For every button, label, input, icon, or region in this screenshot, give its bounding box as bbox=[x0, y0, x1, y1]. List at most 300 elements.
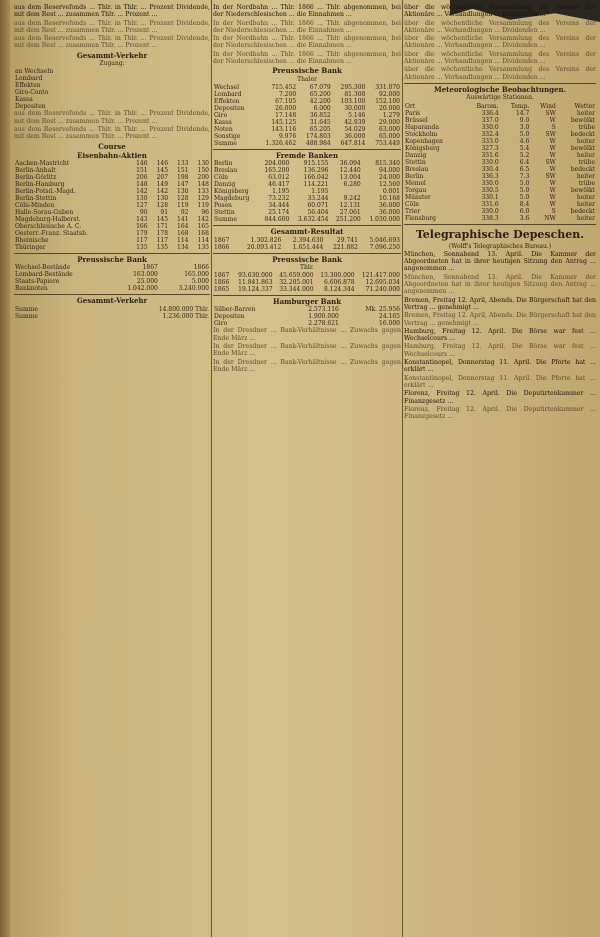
divider bbox=[14, 253, 210, 254]
weather-row bbox=[404, 201, 596, 208]
row-value: bewölkt bbox=[570, 144, 595, 152]
table-row bbox=[213, 84, 401, 91]
row-label: Wechsel-Bestände bbox=[15, 264, 71, 272]
table-row bbox=[213, 140, 401, 147]
row-value: 17.148 bbox=[275, 111, 297, 119]
row-value: 165.000 bbox=[184, 271, 209, 279]
row-label: 1866 bbox=[214, 279, 230, 287]
row-value: bewölkt bbox=[570, 116, 595, 124]
row-value: 206 bbox=[136, 174, 148, 182]
row-value: 6.280 bbox=[343, 181, 361, 189]
row-value: 1.236.000 Thlr. bbox=[162, 312, 209, 320]
row-value: 1.195 bbox=[311, 188, 329, 196]
row-label: Oesterr.-Franz. Staatsb. bbox=[15, 230, 88, 238]
column-middle bbox=[213, 4, 401, 933]
row-value: W bbox=[549, 144, 556, 152]
row-value: 145 bbox=[156, 167, 169, 175]
row-label: Berlin-Hamburg bbox=[15, 181, 65, 189]
intro-paragraph: aus dem Reservefonds ... Thlr. in Thlr. ... Prozent Dividende, mit dem Rest ... zusammen Thlr. ... Prozent ... bbox=[14, 35, 210, 50]
weather-table bbox=[404, 103, 596, 222]
row-value: 2.394.630 bbox=[292, 236, 324, 244]
row-value: 127 bbox=[136, 202, 148, 210]
section-subheading: Thaler bbox=[297, 75, 317, 83]
row-value: 129 bbox=[197, 195, 209, 203]
row-label: Thüringer bbox=[15, 244, 46, 252]
row-value: 647.814 bbox=[340, 139, 366, 147]
weather-row bbox=[404, 173, 596, 180]
row-label: Berlin-Potsd.-Magd. bbox=[15, 188, 76, 196]
ledger-label: Giro-Conto bbox=[15, 89, 49, 97]
table-row bbox=[213, 306, 401, 313]
row-value: 135 bbox=[197, 244, 209, 252]
row-value: W bbox=[549, 193, 556, 201]
table-row bbox=[213, 272, 401, 279]
row-value: W bbox=[549, 179, 556, 187]
body-paragraph: In der Dresdner ... Bank-Verhältnisse ... Zuwachs gegen Ende März ... bbox=[213, 327, 401, 342]
divider bbox=[213, 149, 401, 150]
weather-row bbox=[404, 208, 596, 215]
section-heading: Eisenbahn-Aktien bbox=[77, 150, 147, 160]
weather-row bbox=[404, 180, 596, 187]
row-value: 136.296 bbox=[303, 167, 329, 175]
totals-table bbox=[14, 306, 210, 320]
row-value: 130 bbox=[197, 160, 209, 168]
row-label: Berlin-Anhalt bbox=[15, 167, 56, 175]
row-label: Berlin bbox=[405, 172, 424, 180]
table-row bbox=[213, 286, 401, 293]
intro-paragraph: In der Nordbahn ... Thlr. 1866 ... Thlr. abgenommen, bei der Niederschlesischen ... die Einnahmen ... bbox=[213, 50, 401, 66]
weather-row bbox=[404, 110, 596, 117]
weather-row bbox=[404, 117, 596, 124]
row-value: heiter bbox=[576, 109, 595, 117]
row-value: 128 bbox=[177, 195, 189, 203]
ledger-label: Lombard bbox=[15, 75, 43, 83]
row-label: Silber-Barren bbox=[214, 306, 256, 314]
row-value: 25.174 bbox=[268, 209, 290, 217]
divider bbox=[213, 253, 401, 254]
row-value: 3.6 bbox=[519, 214, 530, 222]
row-value: 130 bbox=[136, 195, 148, 203]
dispatch-paragraph: München, Sonnabend 13. April. Die Kammer der Abgeordneten hat in ihrer heutigen Sitzung den Antrag ... angenommen ... bbox=[404, 273, 596, 296]
row-value: 165.200 bbox=[264, 167, 290, 175]
page-spine bbox=[0, 0, 10, 937]
row-value: 67.105 bbox=[275, 97, 297, 105]
row-value: 207 bbox=[156, 174, 169, 182]
row-value: 330.5 bbox=[481, 186, 499, 194]
row-value: 2.278.621 bbox=[308, 320, 339, 328]
stock-row bbox=[14, 195, 210, 202]
row-value: 117 bbox=[156, 237, 169, 245]
row-value: 119 bbox=[197, 202, 209, 210]
row-label: Magdeburg bbox=[214, 195, 250, 203]
row-label: Cöln bbox=[214, 174, 228, 182]
row-label: Berlin-Stettin bbox=[15, 195, 57, 203]
row-label: Noten bbox=[214, 125, 233, 133]
row-value: SW bbox=[545, 109, 556, 117]
row-value: 150 bbox=[197, 167, 209, 175]
section-heading: Gesammt-Verkehr bbox=[76, 50, 148, 60]
row-value: 6.000 bbox=[313, 104, 331, 112]
row-label: Sonstige bbox=[214, 132, 241, 140]
total-row bbox=[14, 313, 210, 320]
table-row bbox=[213, 160, 401, 167]
row-value: 26.000 bbox=[275, 104, 297, 112]
body-paragraph: aus dem Reservefonds ... Thlr. in Thlr. ... Prozent Dividende, mit dem Rest ... zusammen Thlr. ... Prozent ... bbox=[14, 125, 210, 141]
row-value: 30.000 bbox=[344, 104, 366, 112]
row-label: Giro bbox=[214, 111, 228, 119]
row-value: 25.000 bbox=[136, 278, 158, 286]
row-label: Torgau bbox=[405, 186, 427, 194]
ledger-label: Effekten bbox=[15, 82, 41, 90]
row-value: 14.7 bbox=[515, 109, 530, 117]
row-label: Rheinische bbox=[15, 237, 49, 245]
row-value: 179 bbox=[136, 230, 148, 238]
table-row bbox=[213, 216, 401, 223]
row-value: 36.094 bbox=[339, 160, 361, 168]
section-heading: Course bbox=[98, 141, 126, 151]
row-value: 33.244 bbox=[307, 195, 329, 203]
row-value: 753.449 bbox=[375, 139, 400, 147]
table-row bbox=[213, 98, 401, 105]
row-value: 844.600 bbox=[264, 216, 290, 224]
row-value: 92.000 bbox=[379, 90, 400, 98]
weather-row bbox=[404, 124, 596, 131]
intro-paragraph: In der Nordbahn ... Thlr. 1866 ... Thlr. abgenommen, bei der Niederschlesischen ... die Einnahmen ... bbox=[213, 35, 401, 50]
row-value: W bbox=[549, 137, 556, 145]
row-value: 145.125 bbox=[271, 118, 297, 126]
intro-paragraph: über die wöchentliche Versammlung des Vereins der Aktionäre ... Verhandlungen ... Dividenden ... bbox=[404, 66, 596, 81]
row-value: 71.240.000 bbox=[365, 286, 400, 294]
column-rule bbox=[211, 0, 212, 937]
row-value: 20.093.412 bbox=[246, 243, 282, 251]
row-value: 46.417 bbox=[268, 181, 290, 189]
row-value: 5.0 bbox=[519, 193, 530, 201]
row-label: Breslau bbox=[405, 165, 429, 173]
row-value: 36.000 bbox=[379, 202, 400, 210]
row-label: 1866 bbox=[214, 243, 230, 251]
table-row bbox=[213, 202, 401, 209]
row-label: Königsberg bbox=[405, 144, 440, 152]
row-value: 7.3 bbox=[519, 172, 530, 180]
row-label: Stettin bbox=[405, 158, 426, 166]
row-label: Summe bbox=[214, 139, 237, 147]
row-value: 142 bbox=[197, 216, 209, 224]
row-value: 29.000 bbox=[379, 118, 400, 126]
row-value: 5.146 bbox=[348, 111, 366, 119]
row-label: Banknoten bbox=[15, 285, 48, 293]
row-value: 32.205.001 bbox=[279, 279, 314, 287]
row-label: Stockholm bbox=[405, 130, 438, 138]
row-value: 119 bbox=[177, 202, 189, 210]
table-row bbox=[213, 167, 401, 174]
row-value: trübe bbox=[578, 123, 595, 131]
row-value: 93.630.000 bbox=[238, 272, 273, 280]
row-value: 330.0 bbox=[481, 158, 499, 166]
divider bbox=[213, 225, 401, 226]
row-value: 128 bbox=[156, 202, 169, 210]
row-value: heiter bbox=[576, 137, 595, 145]
row-value: 56.404 bbox=[307, 209, 329, 217]
row-value: 121.417.000 bbox=[361, 272, 400, 280]
row-value: 133 bbox=[197, 188, 209, 196]
row-value: 133 bbox=[177, 160, 189, 168]
section-subheading: Zugang: bbox=[99, 60, 125, 68]
weather-row bbox=[404, 145, 596, 152]
section-heading: Telegraphische Depeschen. bbox=[415, 227, 585, 241]
column-left bbox=[14, 4, 210, 933]
row-value: 90 bbox=[139, 209, 148, 217]
intro-paragraph: über die wöchentliche Versammlung des Vereins der Aktionäre ... Verhandlungen ... Dividenden ... bbox=[404, 19, 596, 34]
table-row bbox=[213, 188, 401, 195]
row-value: 114.221 bbox=[303, 181, 329, 189]
row-value: 6.0 bbox=[519, 207, 530, 215]
row-value: 204.000 bbox=[264, 160, 290, 168]
row-value: 135 bbox=[156, 244, 169, 252]
row-value: W bbox=[549, 200, 556, 208]
table-row bbox=[213, 126, 401, 133]
dispatch-paragraph: Bremen, Freitag 12. April, Abends. Die Bürgerschaft hat den Vertrag ... genehmigt ... bbox=[404, 296, 596, 311]
row-label: Posen bbox=[214, 202, 232, 210]
row-value: 130 bbox=[177, 188, 189, 196]
row-value: 135 bbox=[136, 244, 148, 252]
row-value: 336.3 bbox=[481, 172, 499, 180]
row-label: Kassa bbox=[214, 118, 232, 126]
row-label: Summe bbox=[15, 305, 38, 313]
intro-paragraph: aus dem Reservefonds ... Thlr. in Thlr. ... Prozent Dividende, mit dem Rest ... zusammen Thlr. ... Prozent ... bbox=[14, 19, 210, 34]
table-row bbox=[213, 105, 401, 112]
row-value: 13.004 bbox=[339, 174, 361, 182]
row-value: 60.071 bbox=[307, 202, 329, 210]
row-label: Staats-Papiere bbox=[15, 278, 60, 286]
row-value: 146 bbox=[136, 160, 148, 168]
row-value: 91 bbox=[160, 209, 169, 217]
section-heading: Gesammt-Resultat bbox=[270, 227, 344, 237]
row-value: 333.0 bbox=[481, 137, 499, 145]
row-label: Brüssel bbox=[405, 116, 428, 124]
row-value: 36.000 bbox=[344, 132, 366, 140]
body-paragraph: In der Dresdner ... Bank-Verhältnisse ... Zuwachs gegen Ende März ... bbox=[213, 358, 401, 373]
section-subheading: (Wolff's Telegraphisches Bureau.) bbox=[448, 242, 552, 250]
row-value: 1.042.000 bbox=[127, 285, 158, 293]
row-value: 330.0 bbox=[481, 123, 499, 131]
stock-row bbox=[14, 216, 210, 223]
row-value: 1.651.444 bbox=[292, 243, 324, 251]
ledger-table bbox=[14, 68, 210, 110]
bank-table bbox=[213, 160, 401, 223]
row-value: 12.560 bbox=[379, 181, 400, 189]
row-value: bewölkt bbox=[570, 186, 595, 194]
table-row bbox=[213, 181, 401, 188]
stock-row bbox=[14, 160, 210, 167]
weather-row bbox=[404, 138, 596, 145]
body-paragraph: In der Dresdner ... Bank-Verhältnisse ... Zuwachs gegen Ende März ... bbox=[213, 343, 401, 358]
row-value: 9.0 bbox=[519, 116, 530, 124]
row-value: Mk. 25.956 bbox=[365, 306, 400, 314]
weather-row bbox=[404, 131, 596, 138]
row-value: 11.841.863 bbox=[238, 279, 273, 287]
bank-table bbox=[14, 264, 210, 292]
row-value: 27.061 bbox=[339, 209, 361, 217]
row-label: Münster bbox=[405, 193, 431, 201]
row-value: 92 bbox=[180, 209, 189, 217]
row-value: 7.096.250 bbox=[369, 243, 400, 251]
stock-table bbox=[14, 160, 210, 251]
row-value: 148 bbox=[136, 181, 148, 189]
row-value: 1.302.826 bbox=[250, 236, 282, 244]
section-heading: Gesammt-Verkehr bbox=[76, 296, 148, 306]
row-value: 20.000 bbox=[379, 104, 400, 112]
row-value: 0.001 bbox=[382, 188, 400, 196]
row-value: 1.279 bbox=[382, 111, 400, 119]
row-label: Haparanda bbox=[405, 123, 439, 131]
row-value: bedeckt bbox=[570, 130, 595, 138]
section-heading: Preussische Bank bbox=[272, 66, 342, 76]
table-row bbox=[213, 91, 401, 98]
row-value: 815.340 bbox=[375, 160, 400, 168]
row-value: NW bbox=[544, 214, 556, 222]
row-value: bedeckt bbox=[570, 207, 595, 215]
row-value: 54.029 bbox=[344, 125, 366, 133]
row-value: 81.300 bbox=[344, 90, 366, 98]
row-value: 164 bbox=[177, 223, 189, 231]
bank-table bbox=[213, 306, 401, 327]
row-label: Wechsel bbox=[214, 83, 240, 91]
row-value: 6.606.878 bbox=[324, 279, 355, 287]
row-value: 336.4 bbox=[481, 109, 499, 117]
row-label: Lombard-Bestände bbox=[15, 271, 73, 279]
row-label: Lombard bbox=[214, 90, 242, 98]
row-value: 130 bbox=[156, 195, 169, 203]
row-label: 1867 bbox=[214, 272, 230, 280]
row-label: Stettin bbox=[214, 209, 235, 217]
intro-paragraph: über die wöchentliche Versammlung des Vereins der Aktionäre ... Verhandlungen ... Dividenden ... bbox=[404, 35, 596, 50]
row-value: 142 bbox=[156, 188, 169, 196]
row-value: S bbox=[551, 123, 556, 131]
row-label: Berlin bbox=[214, 160, 233, 168]
row-value: 45.659.000 bbox=[279, 272, 314, 280]
table-row bbox=[213, 209, 401, 216]
intro-paragraph: In der Nordbahn ... Thlr. 1866 ... Thlr. abgenommen, bei der Niederschlesischen ... die Einnahmen ... bbox=[213, 19, 401, 34]
row-value: 163.000 bbox=[133, 271, 158, 279]
stock-row bbox=[14, 174, 210, 181]
row-value: Wind bbox=[540, 102, 556, 110]
row-label: Oberschlesische A. C. bbox=[15, 223, 82, 231]
row-value: 330.4 bbox=[481, 165, 499, 173]
row-value: 12.695.034 bbox=[365, 279, 400, 287]
row-value: heiter bbox=[576, 172, 595, 180]
weather-row bbox=[404, 152, 596, 159]
table-row bbox=[213, 133, 401, 140]
row-value: W bbox=[549, 165, 556, 173]
row-value: 10.168 bbox=[379, 195, 400, 203]
row-value: 152.100 bbox=[375, 97, 400, 105]
row-value: 171 bbox=[156, 223, 169, 231]
row-value: 24.000 bbox=[379, 174, 400, 182]
row-value: 6.4 bbox=[519, 158, 530, 166]
row-value: 149 bbox=[156, 181, 169, 189]
row-value: 3.0 bbox=[519, 123, 530, 131]
row-label: Cöln bbox=[405, 200, 419, 208]
row-value: 117 bbox=[136, 237, 148, 245]
stock-row bbox=[14, 223, 210, 230]
row-value: 24.165 bbox=[379, 313, 400, 321]
row-label: Trier bbox=[405, 207, 421, 215]
row-value: W bbox=[549, 186, 556, 194]
row-value: 200 bbox=[197, 174, 209, 182]
row-value: 331.070 bbox=[375, 83, 400, 91]
row-value: 251.200 bbox=[335, 216, 361, 224]
row-value: 33.344.000 bbox=[279, 286, 314, 294]
weather-row bbox=[404, 194, 596, 201]
section-heading: Fremde Banken bbox=[275, 150, 339, 160]
weather-row bbox=[404, 159, 596, 166]
table-row bbox=[213, 320, 401, 327]
row-value: 142 bbox=[136, 188, 148, 196]
row-value: 145 bbox=[156, 216, 169, 224]
row-value: 5.0 bbox=[519, 130, 530, 138]
intro-paragraph: über die wöchentliche Versammlung des Vereins der Aktionäre ... Verhandlungen ... Dividenden ... bbox=[404, 4, 596, 19]
row-value: 1.326.462 bbox=[265, 139, 297, 147]
row-label: Giro bbox=[214, 320, 228, 328]
row-value: 5.0 bbox=[519, 186, 530, 194]
row-value: 5.0 bbox=[519, 179, 530, 187]
row-value: 330.1 bbox=[481, 193, 499, 201]
column-right bbox=[404, 4, 596, 933]
row-value: 1.900.000 bbox=[308, 313, 339, 321]
row-value: 65.200 bbox=[309, 90, 331, 98]
divider bbox=[404, 83, 596, 84]
row-label: Flensburg bbox=[405, 214, 436, 222]
row-value: 14.800.000 Thlr. bbox=[158, 305, 209, 313]
row-value: trübe bbox=[578, 179, 595, 187]
row-value: 6.5 bbox=[519, 165, 530, 173]
row-value: Temp. bbox=[510, 102, 530, 110]
row-value: 114 bbox=[197, 237, 209, 245]
stock-row bbox=[14, 209, 210, 216]
row-value: 2.573.116 bbox=[308, 306, 339, 314]
row-value: SW bbox=[545, 130, 556, 138]
row-value: 715.452 bbox=[271, 83, 297, 91]
section-heading: Preussische Bank bbox=[272, 254, 342, 264]
row-label: Depositen bbox=[214, 104, 245, 112]
row-value: 1867 bbox=[142, 264, 158, 272]
row-value: SW bbox=[545, 172, 556, 180]
row-label: Summe bbox=[15, 312, 38, 320]
row-label: Depositen bbox=[214, 313, 245, 321]
row-value: heiter bbox=[576, 214, 595, 222]
stock-row bbox=[14, 167, 210, 174]
row-value: 73.232 bbox=[268, 195, 290, 203]
row-value: 63.000 bbox=[379, 125, 400, 133]
body-paragraph: aus dem Reservefonds ... Thlr. in Thlr. ... Prozent Dividende, mit dem Rest ... zusammen Thlr. ... Prozent ... bbox=[14, 110, 210, 125]
row-value: 295.300 bbox=[340, 83, 366, 91]
ledger-label: Depositen bbox=[15, 103, 46, 111]
row-value: 34.444 bbox=[268, 202, 290, 210]
row-value: 1.195 bbox=[272, 188, 290, 196]
row-value: 96 bbox=[201, 209, 209, 217]
bank-row bbox=[14, 264, 210, 271]
row-label: Danzig bbox=[214, 181, 236, 189]
row-value: 65.205 bbox=[309, 125, 331, 133]
stock-row bbox=[14, 244, 210, 251]
row-value: 36.000 bbox=[379, 209, 400, 217]
dispatch-paragraph: Konstantinopel, Donnerstag 11. April. Die Pforte hat ... erklärt ... bbox=[404, 359, 596, 374]
row-label: 1865 bbox=[214, 286, 230, 294]
row-value: heiter bbox=[576, 193, 595, 201]
row-value: 134 bbox=[177, 244, 189, 252]
row-label: Breslau bbox=[214, 167, 238, 175]
row-value: 166.042 bbox=[303, 174, 329, 182]
